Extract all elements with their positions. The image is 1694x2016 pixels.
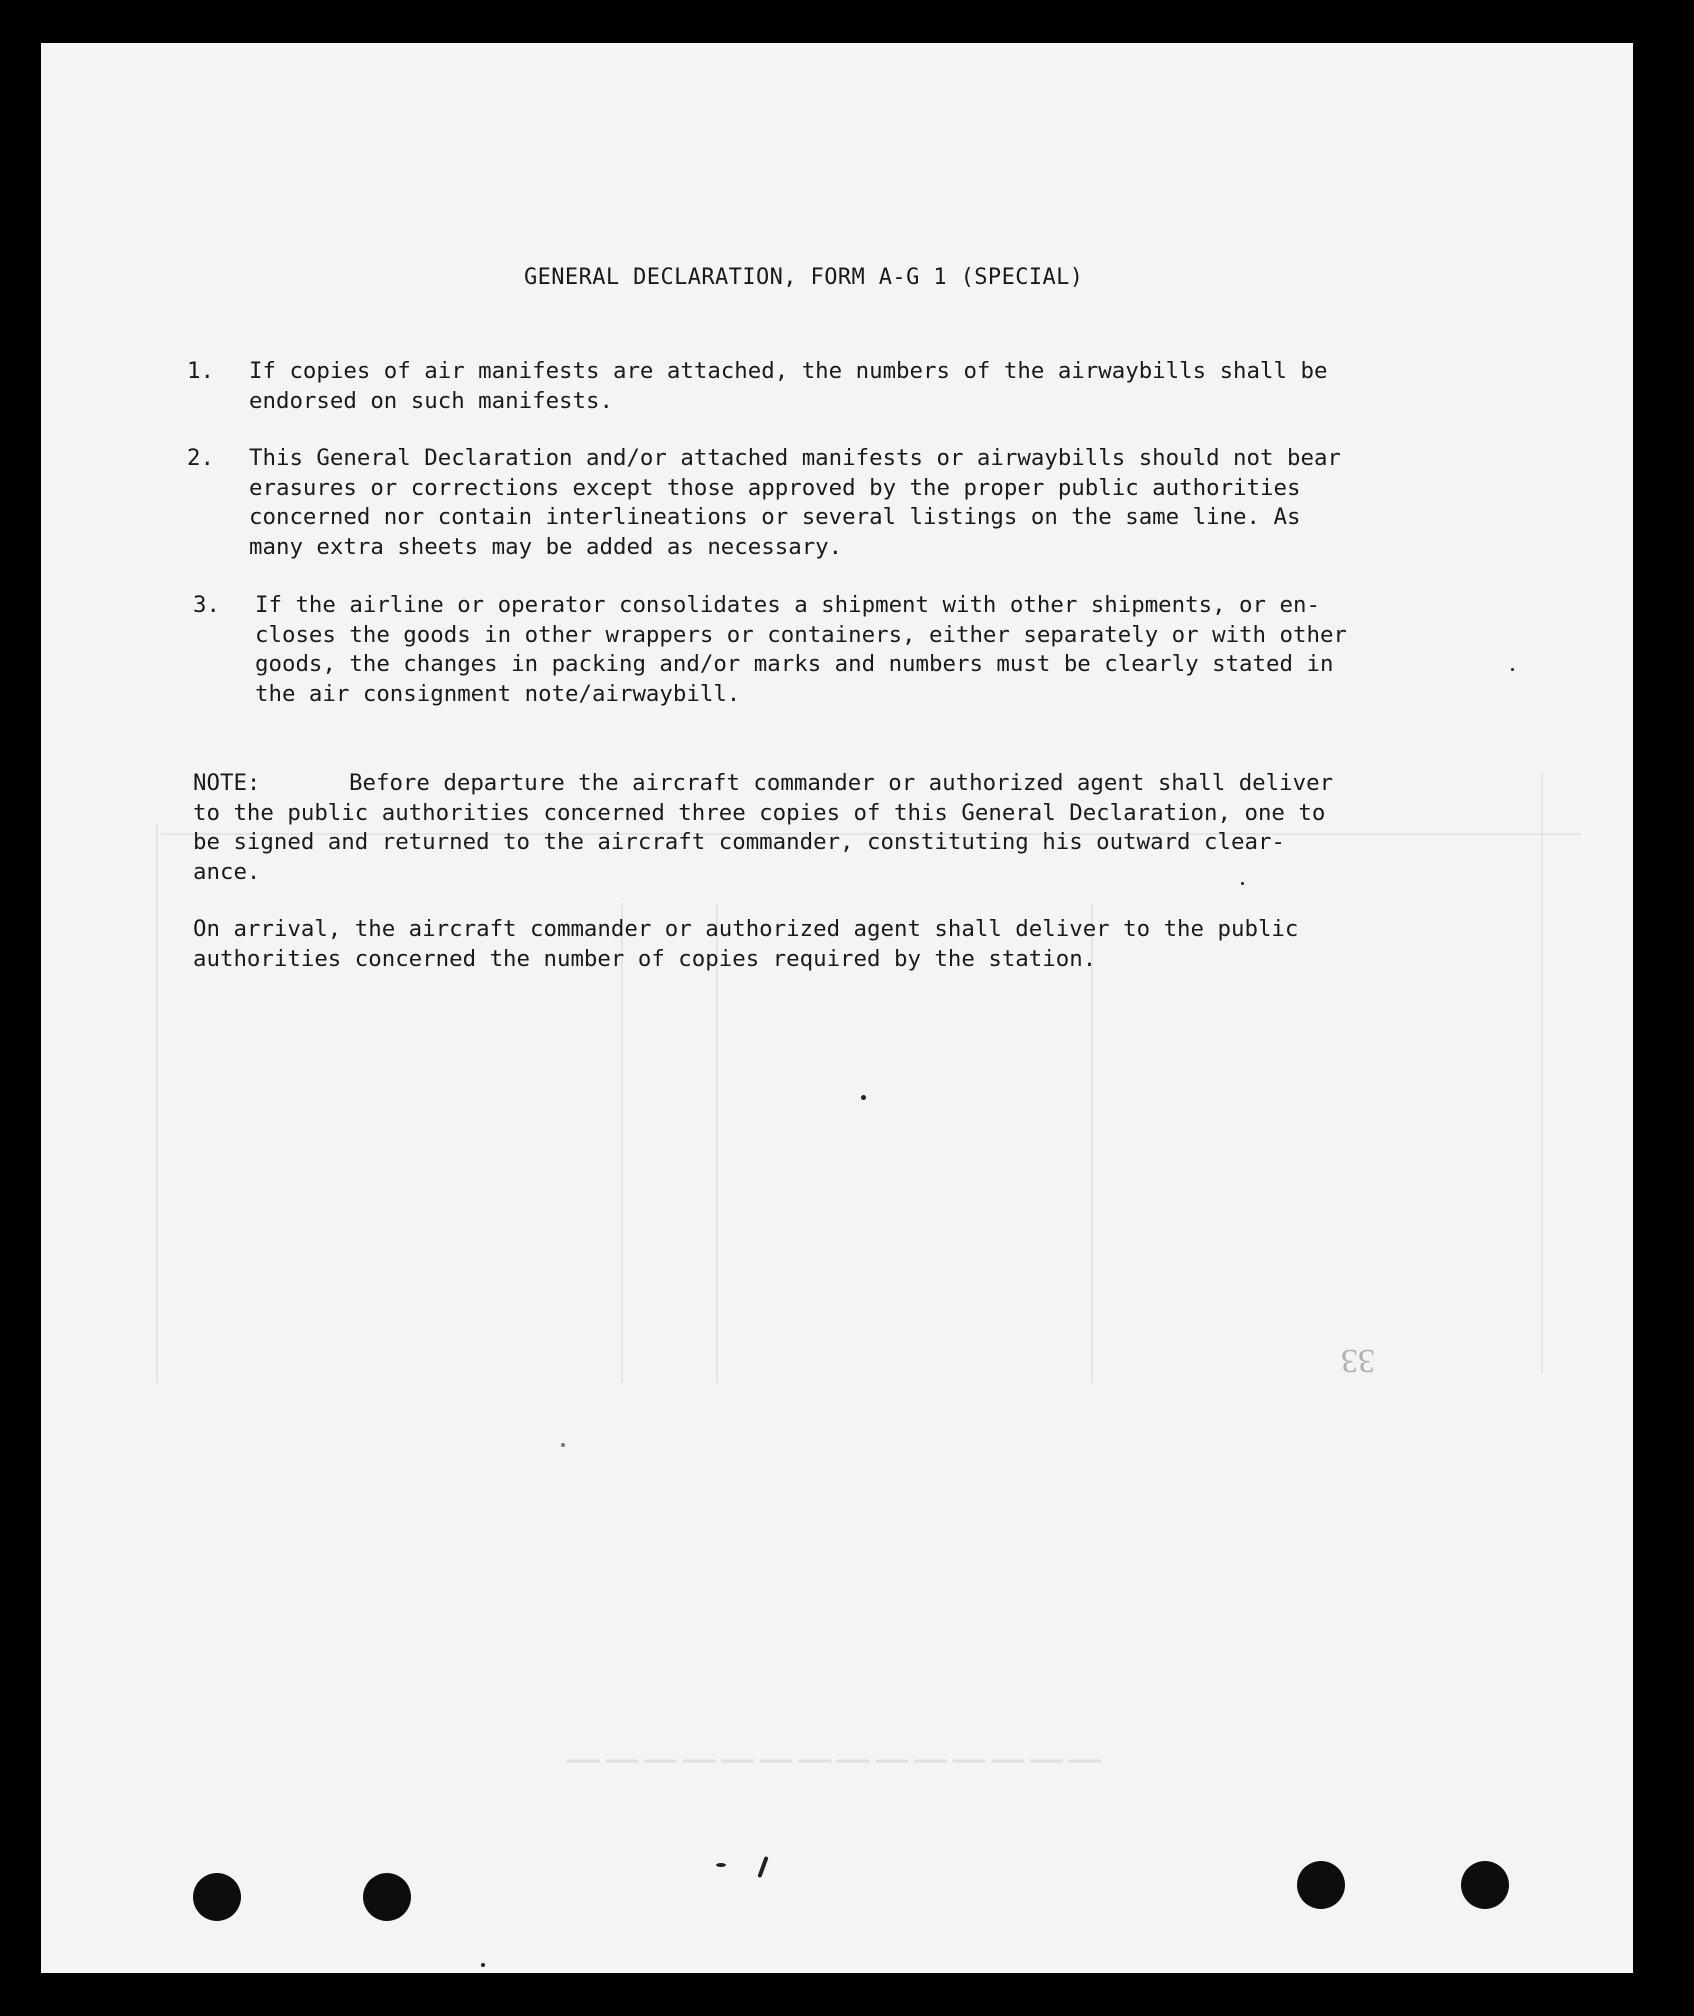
list-item-number: 3. [193,592,220,618]
paper-speck [716,1863,726,1867]
list-item-text-line: the air consignment note/airwaybill. [255,680,741,707]
bleed-through-rule [1541,773,1543,1373]
note-paragraph [193,769,1333,887]
bleed-through-rule [156,823,158,1383]
arrival-text-line: authorities concerned the number of copies required by the station. [193,945,1097,972]
bleed-through-rule [1091,903,1093,1383]
document-title: GENERAL DECLARATION, FORM A-G 1 (SPECIAL) [524,265,1084,290]
paper-speck [1241,882,1244,885]
binder-hole [363,1873,411,1921]
list-item-text-line: erasures or corrections except those approved by the proper public authorities [249,474,1301,501]
paper-speck [757,1856,768,1878]
note-text-line: to the public authorities concerned three copies of this General Declaration, one to [193,799,1326,826]
list-item-number: 2. [187,445,214,471]
arrival-paragraph [193,915,1298,974]
page-number: 33 [1341,1342,1375,1379]
note-text-line: Before departure the aircraft commander or authorized agent shall deliver [349,770,1334,796]
bleed-through-rule [716,903,718,1383]
list-item-text-line: concerned nor contain interlineations or several listings on the same line. As [249,504,1301,530]
list-item-text-line: If the airline or operator consolidates a shipment with other shipments, or en- [255,592,1320,618]
note-label: NOTE: [193,770,261,796]
paper-speck [861,1095,866,1100]
list-item-text-line: This General Declaration and/or attached manifests or airwaybills should not bear [249,445,1341,471]
paper-speck [481,1963,485,1967]
note-text-line: ance. [193,858,261,885]
note-text-line: be signed and returned to the aircraft commander, constituting his outward clear- [193,829,1285,855]
list-item-text-line: many extra sheets may be added as necessary. [249,533,843,560]
paper-speck [561,1443,565,1447]
list-item-number: 1. [187,358,214,384]
document-page [41,43,1633,1973]
paper-speck [1511,668,1514,671]
list-item-text-line: goods, the changes in packing and/or marks and numbers must be clearly stated in [255,651,1334,677]
list-item-text-line: endorsed on such manifests. [249,387,613,414]
binder-hole [1461,1861,1509,1909]
list-item-text-line: If copies of air manifests are attached, the numbers of the airwaybills shall be [249,358,1328,384]
binder-hole [193,1873,241,1921]
binder-hole [1297,1861,1345,1909]
bleed-through-heading: ────────────── [561,1734,1102,1785]
list-item-text-line: closes the goods in other wrappers or containers, either separately or with other [255,621,1347,648]
bleed-through-rule [621,903,623,1383]
arrival-text-line: On arrival, the aircraft commander or authorized agent shall deliver to the public [193,916,1299,942]
